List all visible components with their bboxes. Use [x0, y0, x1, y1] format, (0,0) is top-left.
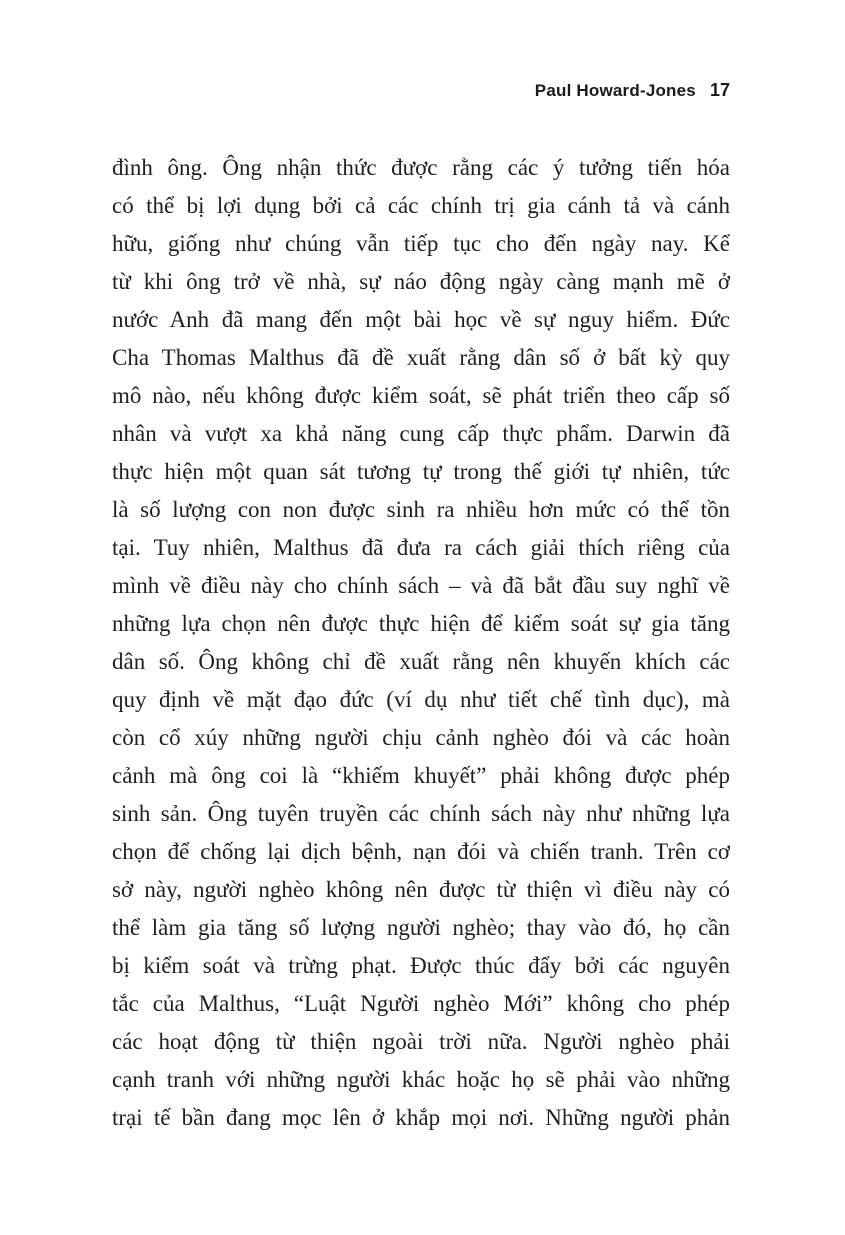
text-line: sở này, người nghèo không nên được từ thiện vì điều này có: [112, 877, 730, 902]
text-line: mình về điều này cho chính sách – và đã bắt đầu suy nghĩ về: [112, 573, 730, 598]
text-line: những lựa chọn nên được thực hiện để kiểm soát sự gia tăng: [112, 611, 730, 636]
text-line: đình ông. Ông nhận thức được rằng các ý tưởng tiến hóa: [112, 155, 730, 180]
text-line: quy định về mặt đạo đức (ví dụ như tiết chế tình dục), mà: [112, 687, 730, 712]
text-line: thực hiện một quan sát tương tự trong thế giới tự nhiên, tức: [112, 459, 730, 484]
text-line: trại tế bần đang mọc lên ở khắp mọi nơi. Những người phản: [112, 1105, 730, 1130]
text-line: dân số. Ông không chỉ đề xuất rằng nên khuyến khích các: [112, 649, 730, 674]
text-line: các hoạt động từ thiện ngoài trời nữa. Người nghèo phải: [112, 1029, 730, 1054]
text-line: có thể bị lợi dụng bởi cả các chính trị gia cánh tả và cánh: [112, 193, 730, 218]
text-line: từ khi ông trở về nhà, sự náo động ngày càng mạnh mẽ ở: [112, 269, 730, 294]
text-line: nhân và vượt xa khả năng cung cấp thực phẩm. Darwin đã: [112, 421, 730, 446]
text-line: hữu, giống như chúng vẫn tiếp tục cho đến ngày nay. Kể: [112, 231, 730, 256]
running-title: Paul Howard-Jones: [534, 81, 696, 100]
text-line: Cha Thomas Malthus đã đề xuất rằng dân số ở bất kỳ quy: [112, 345, 730, 370]
text-line: sinh sản. Ông tuyên truyền các chính sách này như những lựa: [112, 801, 730, 826]
text-line: cạnh tranh với những người khác hoặc họ sẽ phải vào những: [112, 1067, 730, 1092]
text-line: mô nào, nếu không được kiểm soát, sẽ phát triển theo cấp số: [112, 383, 730, 408]
text-line: bị kiểm soát và trừng phạt. Được thúc đẩy bởi các nguyên: [112, 953, 730, 978]
text-line: còn cổ xúy những người chịu cảnh nghèo đói và các hoàn: [112, 725, 730, 750]
text-line: tắc của Malthus, “Luật Người nghèo Mới” không cho phép: [112, 991, 730, 1016]
text-line: là số lượng con non được sinh ra nhiều hơn mức có thể tồn: [112, 497, 730, 522]
text-line: chọn để chống lại dịch bệnh, nạn đói và chiến tranh. Trên cơ: [112, 839, 730, 864]
body-text: [112, 149, 730, 1137]
text-line: tại. Tuy nhiên, Malthus đã đưa ra cách giải thích riêng của: [112, 535, 730, 560]
text-line: thể làm gia tăng số lượng người nghèo; thay vào đó, họ cần: [112, 915, 730, 940]
running-header: [535, 80, 730, 101]
text-line: cảnh mà ông coi là “khiếm khuyết” phải không được phép: [112, 763, 730, 788]
text-line: nước Anh đã mang đến một bài học về sự nguy hiểm. Đức: [112, 307, 730, 332]
page-number: 17: [709, 80, 730, 100]
